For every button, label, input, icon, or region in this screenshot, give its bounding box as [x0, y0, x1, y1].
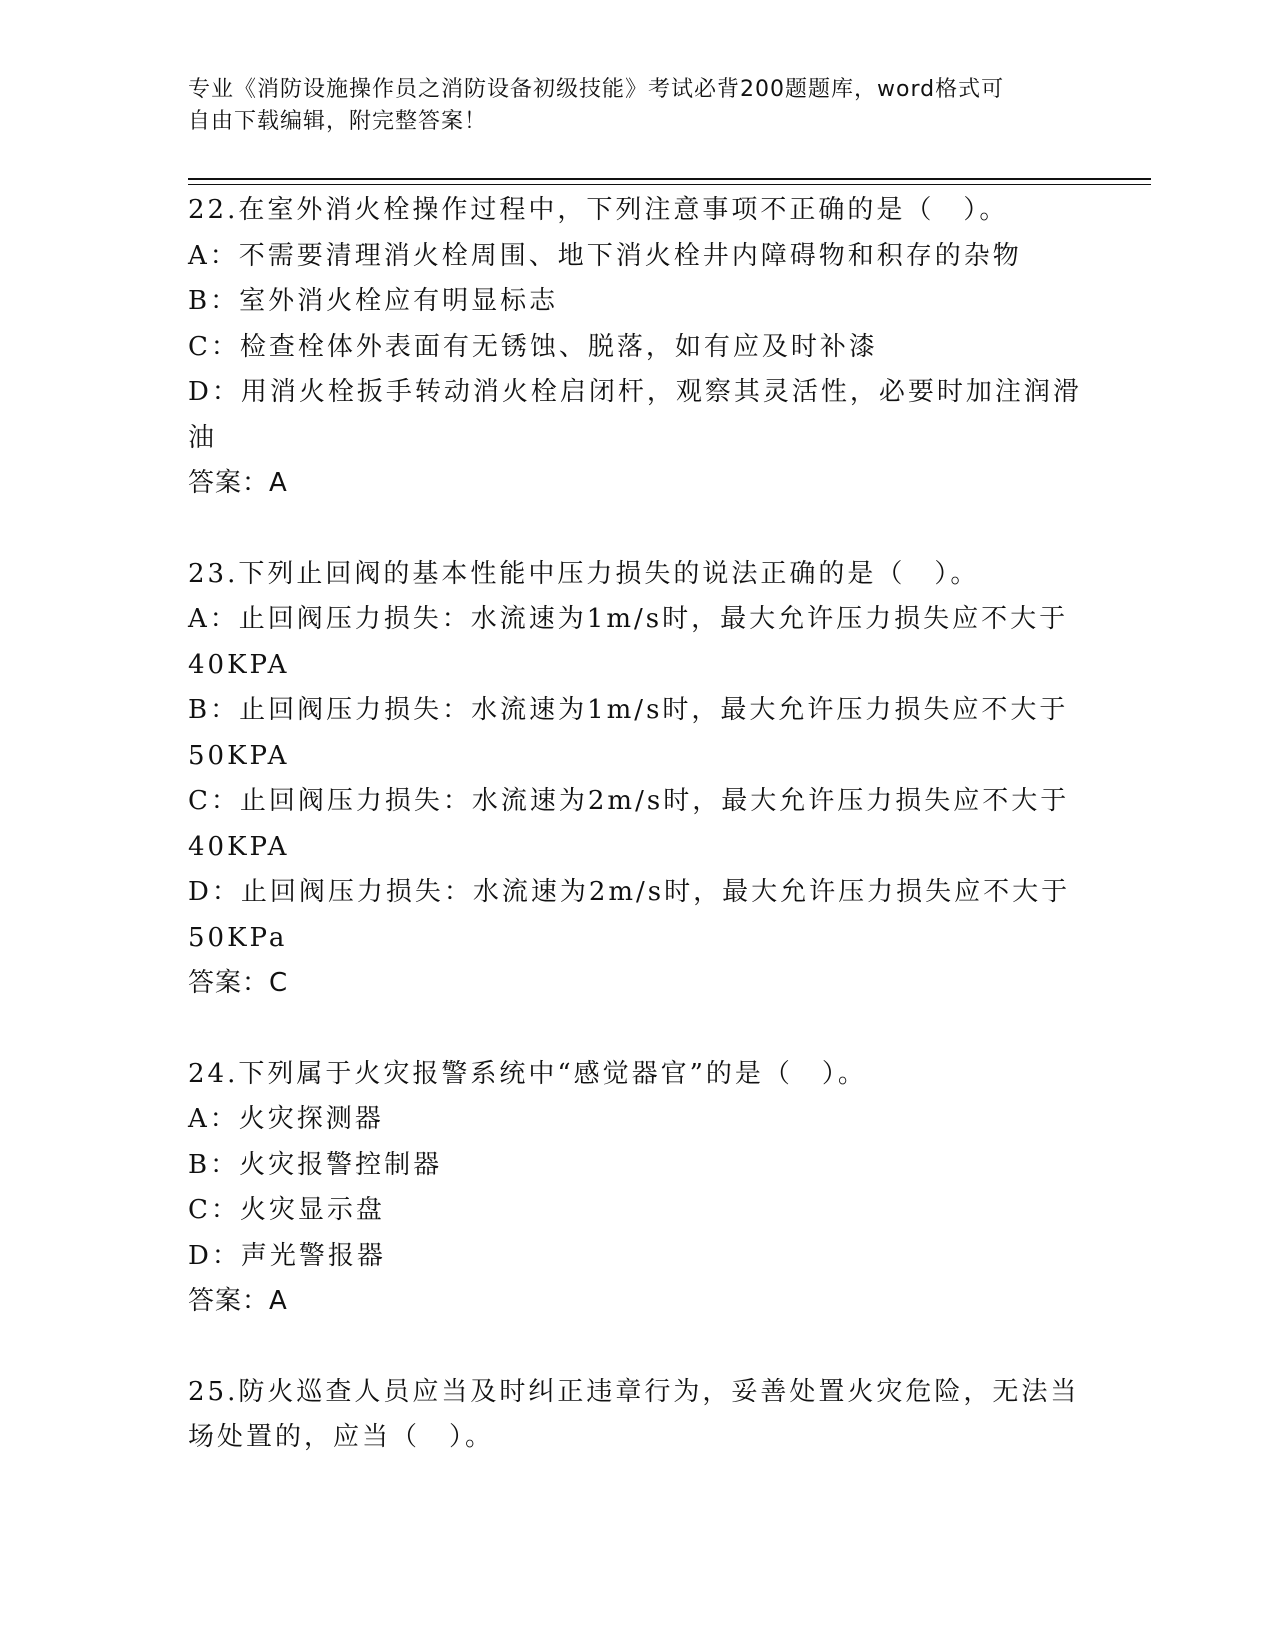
- option-d: D：止回阀压力损失：水流速为2m/s时，最大允许压力损失应不大于50KPa: [188, 877, 1071, 953]
- header-rule-thick: [188, 178, 1151, 180]
- question-list: [188, 188, 1088, 1506]
- question-23: [188, 552, 1088, 1007]
- question-stem: 25.防火巡查人员应当及时纠正违章行为，妥善处置火灾危险，无法当场处置的，应当（ ）。: [188, 1376, 1080, 1452]
- question-stem: 23.下列止回阀的基本性能中压力损失的说法正确的是（ ）。: [188, 558, 980, 589]
- question-25: [188, 1370, 1088, 1461]
- option-c: C：止回阀压力损失：水流速为2m/s时，最大允许压力损失应不大于40KPA: [188, 786, 1070, 862]
- option-a: A：火灾探测器: [188, 1104, 384, 1134]
- question-stem: 24.下列属于火灾报警系统中“感觉器官”的是（ ）。: [188, 1058, 867, 1089]
- header-line-1: 专业《消防设施操作员之消防设备初级技能》考试必背200题题库，word格式可: [188, 77, 1005, 102]
- option-c: C：检查栓体外表面有无锈蚀、脱落，如有应及时补漆: [188, 331, 878, 362]
- option-d: D：用消火栓扳手转动消火栓启闭杆，观察其灵活性，必要时加注润滑油: [188, 377, 1082, 453]
- answer: 答案：A: [188, 1286, 288, 1316]
- header-line-2: 自由下载编辑，附完整答案！: [188, 109, 488, 134]
- option-d: D：声光警报器: [188, 1240, 386, 1271]
- question-24: [188, 1052, 1088, 1325]
- header-rule-thin: [188, 184, 1151, 185]
- answer: 答案：A: [188, 468, 288, 498]
- question-22: [188, 188, 1088, 507]
- option-a: A：不需要清理消火栓周围、地下消火栓井内障碍物和积存的杂物: [188, 240, 1022, 271]
- option-c: C：火灾显示盘: [188, 1195, 385, 1225]
- question-stem: 22.在室外消火栓操作过程中，下列注意事项不正确的是（ ）。: [188, 195, 1009, 225]
- option-b: B：止回阀压力损失：水流速为1m/s时，最大允许压力损失应不大于50KPA: [188, 695, 1069, 771]
- option-a: A：止回阀压力损失：水流速为1m/s时，最大允许压力损失应不大于40KPA: [188, 604, 1069, 680]
- option-b: B：室外消火栓应有明显标志: [188, 286, 559, 316]
- answer: 答案：C: [188, 968, 289, 998]
- document-header: [188, 74, 1068, 138]
- option-b: B：火灾报警控制器: [188, 1149, 443, 1180]
